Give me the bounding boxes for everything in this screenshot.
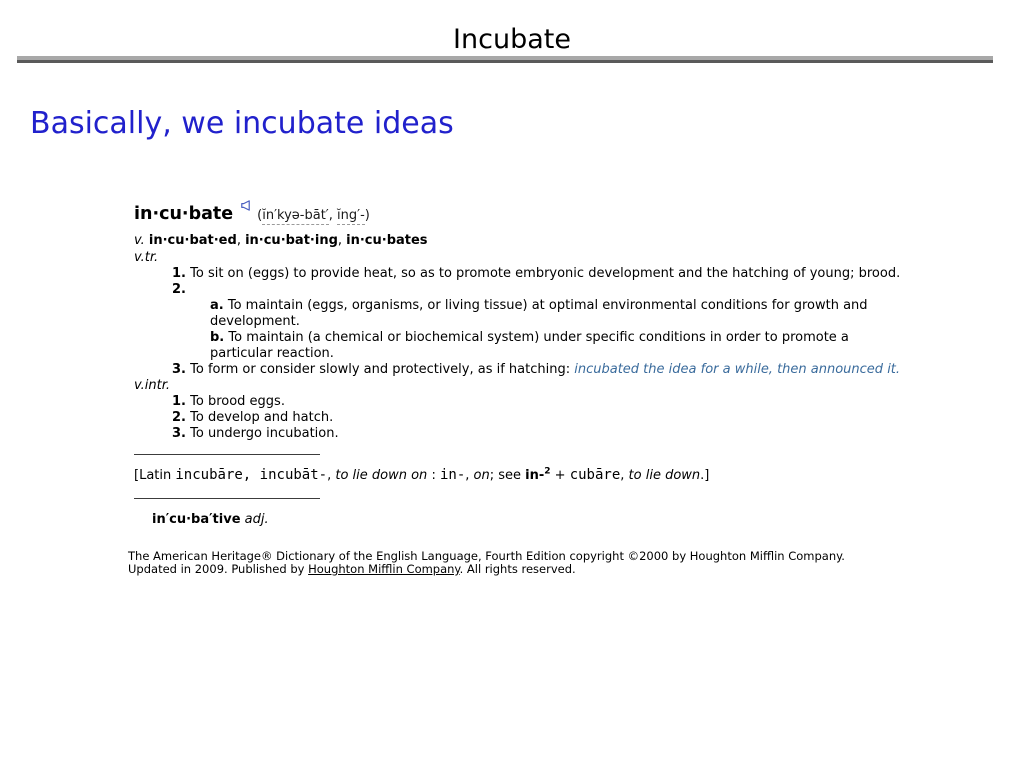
definition-vintr-2	[172, 410, 906, 426]
headword: in·cu·bate	[134, 204, 234, 224]
slide-heading: Basically, we incubate ideas	[30, 106, 454, 141]
etymology	[134, 465, 906, 486]
pron-comma: ,	[328, 208, 338, 223]
verb-form: in·cu·bates	[346, 233, 428, 248]
etym-open: [Latin	[134, 468, 176, 483]
latin-word: in-	[439, 467, 466, 483]
etymology-divider-bottom	[134, 498, 320, 499]
definition-vtr-3	[172, 362, 906, 378]
etym-sep: +	[550, 468, 570, 483]
pron-segment: ĭn′kyə-bāt′	[262, 208, 329, 223]
verb-forms	[134, 233, 906, 249]
definition-vtr-2	[172, 282, 906, 298]
definition-text: To brood eggs.	[190, 394, 285, 409]
latin-word: cubāre	[569, 467, 621, 483]
example-text: incubated the idea for a while, then announced it.	[574, 362, 901, 377]
definition-vintr-3	[172, 426, 906, 442]
etym-sep: ,	[620, 468, 629, 483]
forms-separator: ,	[236, 233, 246, 248]
pron-close: )	[364, 208, 370, 223]
definition-letter: a.	[210, 298, 224, 313]
etymology-divider-top	[134, 454, 320, 455]
houghton-mifflin-link[interactable]: Houghton Mifflin Company	[308, 562, 460, 576]
etym-gloss: on	[473, 468, 490, 483]
derived-pos: adj.	[244, 512, 269, 527]
pron-segment: ĭng′-	[337, 208, 365, 223]
etym-sep: ,	[327, 468, 336, 483]
etym-gloss: to lie down on	[335, 468, 428, 483]
latin-word: incubāre, incubāt-	[175, 467, 328, 483]
pos-label-vtr: v.tr.	[134, 250, 159, 265]
speaker-icon[interactable]	[239, 198, 252, 220]
copyright-text: . All rights reserved.	[459, 562, 576, 576]
definition-number: 3.	[172, 362, 186, 377]
pos-label-vintr: v.intr.	[134, 378, 170, 393]
definition-text: To maintain (a chemical or biochemical system) under specific conditions in order to promote a particular reaction.	[210, 330, 849, 361]
etym-close: .]	[700, 468, 710, 483]
dictionary-entry	[134, 198, 906, 528]
definition-vintr-1	[172, 394, 906, 410]
headword-line	[134, 198, 906, 227]
cross-reference-superscript: 2	[544, 466, 551, 477]
etym-gloss: to lie down	[628, 468, 701, 483]
derived-word: in′cu·ba′tive	[152, 512, 241, 527]
definition-number: 2.	[172, 410, 186, 425]
verb-form: in·cu·bat·ing	[245, 233, 338, 248]
definition-vtr-2a	[210, 298, 906, 330]
pronunciation	[257, 208, 370, 225]
definition-text: To develop and hatch.	[190, 410, 334, 425]
definition-number: 2.	[172, 282, 186, 297]
cross-reference-word: in-	[525, 468, 545, 483]
definition-number: 3.	[172, 426, 186, 441]
etym-sep: :	[427, 468, 440, 483]
definition-letter: b.	[210, 330, 225, 345]
etym-sep: ; see	[489, 468, 526, 483]
definition-text: To undergo incubation.	[190, 426, 339, 441]
forms-separator: ,	[337, 233, 347, 248]
definition-vtr-2b	[210, 330, 906, 362]
definition-text: To sit on (eggs) to provide heat, so as to promote embryonic development and the hatching of young; brood.	[190, 266, 901, 281]
etym-sep: ,	[465, 468, 474, 483]
definition-number: 1.	[172, 394, 186, 409]
verb-form: in·cu·bat·ed	[148, 233, 237, 248]
cross-reference	[525, 468, 550, 483]
title-divider	[17, 56, 993, 63]
pos-abbrev: v.	[134, 233, 145, 248]
copyright-notice	[128, 550, 896, 576]
derived-form	[152, 512, 906, 528]
definition-vtr-1	[172, 266, 906, 282]
definition-text: To form or consider slowly and protectively, as if hatching:	[190, 362, 571, 377]
copyright-text: The American Heritage® Dictionary of the English Language, Fourth Edition copyright ©2000 by Houghton Mifflin Company. Updated in 2009. Published by	[128, 549, 845, 576]
definition-text: To maintain (eggs, organisms, or living tissue) at optimal environmental conditions for growth and development.	[210, 298, 868, 329]
pron-open: (	[257, 208, 263, 223]
definition-number: 1.	[172, 266, 186, 281]
page-title: Incubate	[453, 24, 571, 55]
